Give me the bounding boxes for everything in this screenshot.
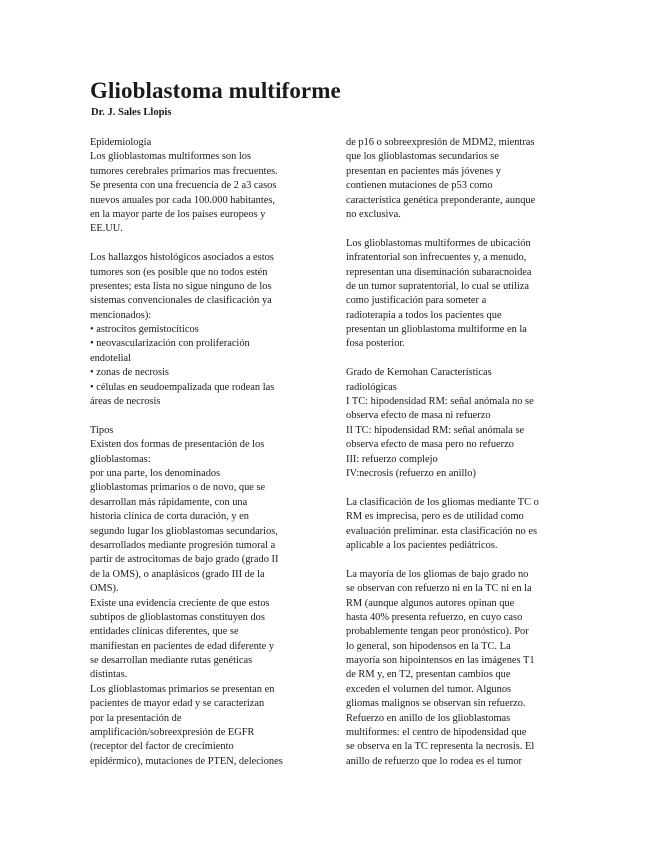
text-line: entidades clínicas diferentes, que se	[90, 626, 239, 638]
text-line: OMS).	[90, 583, 119, 595]
text-line: Tipos	[90, 424, 114, 436]
text-line: en la mayor parte de los países europeos y	[90, 208, 266, 220]
text-line: de p16 o sobreexpresión de MDM2, mientras	[346, 137, 535, 148]
text-line: distintas.	[90, 669, 128, 681]
text-line: EE.UU.	[90, 223, 123, 235]
text-line: amplificación/sobreexpresión de EGFR	[90, 727, 255, 739]
text-line: glioblastomas:	[90, 453, 151, 465]
text-line: I TC: hipodensidad RM: señal anómala no se	[346, 396, 534, 408]
text-line: La clasificación de los gliomas mediante TC o	[346, 496, 539, 508]
right-text-column	[346, 136, 564, 769]
text-line: no exclusiva.	[346, 208, 401, 220]
text-line	[346, 553, 564, 567]
text-line: por la presentación de	[90, 712, 182, 724]
text-line: endotelial	[90, 352, 131, 364]
text-line: historia clínica de corta duración, y en	[90, 511, 249, 523]
text-line: se observa en la TC representa la necrosis. El	[346, 741, 535, 753]
text-line: infratentorial son infrecuentes y, a menudo,	[346, 252, 527, 264]
text-line: (receptor del factor de crecimiento	[90, 741, 234, 753]
text-line: como justificación para someter a	[346, 295, 487, 307]
text-line: característica genética preponderante, aunque	[346, 194, 536, 206]
text-line: mencionados):	[90, 309, 152, 321]
text-line: radiológicas	[346, 381, 397, 393]
text-line: Los glioblastomas primarios se presentan en	[90, 683, 275, 695]
text-line: pacientes de mayor edad y se caracterizan	[90, 698, 265, 710]
text-line: hasta 40% presenta refuerzo, en cuyo caso	[346, 611, 523, 623]
text-line: de RM y, en T2, presentan cambios que	[346, 669, 511, 681]
text-line	[346, 222, 564, 236]
author-line: Dr. J. Sales Llopis	[91, 107, 172, 118]
text-line: se desarrollan mediante rutas genéticas	[90, 655, 253, 667]
text-line: anillo de refuerzo que lo rodea es el tumor	[346, 755, 522, 767]
text-line: fosa posterior.	[346, 338, 405, 350]
text-line: radioterapia a todos los pacientes que	[346, 309, 502, 321]
text-line: presentan en pacientes más jóvenes y	[346, 165, 501, 177]
text-line: Los glioblastomas multiformes de ubicación	[346, 237, 531, 249]
page-title: Glioblastoma multiforme	[90, 78, 341, 103]
text-line: evaluación preliminar. esta clasificación no es	[346, 525, 537, 537]
text-line: tumores cerebrales primarios mas frecuentes.	[90, 165, 278, 177]
text-line: • astrocitos gemistocíticos	[90, 324, 199, 336]
text-line: lo general, son hipodensos en la TC. La	[346, 640, 511, 652]
text-line: presentan un glioblastoma multiforme en la	[346, 324, 527, 336]
text-line: II TC: hipodensidad RM: señal anómala se	[346, 424, 525, 436]
text-line: probablemente tengan peor pronóstico). Por	[346, 626, 529, 638]
text-line: Existen dos formas de presentación de los	[90, 439, 265, 451]
text-line	[346, 481, 564, 495]
text-line: observa efecto de masa ni refuerzo	[346, 410, 491, 422]
text-line: La mayoría de los gliomas de bajo grado no	[346, 568, 529, 580]
text-line: tumores son (es posible que no todos estén	[90, 266, 268, 278]
text-line: presentes; esta lista no sigue ninguno de los	[90, 280, 272, 292]
text-line: desarrollados mediante progresión tumoral a	[90, 539, 276, 551]
text-line: • neovascularización con proliferación	[90, 338, 250, 350]
text-line: IV:necrosis (refuerzo en anillo)	[346, 467, 476, 479]
text-line: de la OMS), o anaplásicos (grado III de la	[90, 568, 265, 580]
text-line: áreas de necrosis	[90, 396, 161, 408]
text-line: de un tumor supratentorial, lo cual se utiliza	[346, 280, 529, 292]
text-line: Los glioblastomas multiformes son los	[90, 151, 252, 163]
text-line	[90, 237, 316, 251]
text-line: gliomas malignos se observan sin refuerzo.	[346, 698, 526, 710]
text-line: observa efecto de masa pero no refuerzo	[346, 439, 514, 451]
text-line: por una parte, los denominados	[90, 467, 221, 479]
text-line: desarrollan más rápidamente, con una	[90, 496, 248, 508]
text-line: • células en seudoempalizada que rodean las	[90, 381, 275, 393]
text-line	[346, 352, 564, 366]
text-line: III: refuerzo complejo	[346, 453, 438, 465]
text-line: nuevos anuales por cada 100.000 habitantes,	[90, 194, 275, 206]
text-line: representan una diseminación subaracnoidea	[346, 266, 532, 278]
text-line: Refuerzo en anillo de los glioblastomas	[346, 712, 511, 724]
text-line: mayoría son hipointensos en las imágenes T1	[346, 655, 535, 667]
text-line: manifiestan en pacientes de edad diferente y	[90, 640, 275, 652]
left-text-column	[90, 136, 316, 769]
text-line: exceden el volumen del tumor. Algunos	[346, 683, 512, 695]
text-line: Los hallazgos histológicos asociados a estos	[90, 252, 274, 264]
text-line: Se presenta con una frecuencia de 2 a3 casos	[90, 180, 277, 192]
text-line: que los glioblastomas secundarios se	[346, 151, 499, 163]
text-line: subtipos de glioblastomas constituyen dos	[90, 611, 265, 623]
text-line: epidérmico), mutaciones de PTEN, deleciones	[90, 755, 283, 767]
text-line: segundo lugar los glioblastomas secundarios,	[90, 525, 278, 537]
text-line: RM es imprecisa, pero es de utilidad como	[346, 511, 524, 523]
text-line: Epidemiología	[90, 137, 152, 148]
text-line: multiformes: el centro de hipodensidad que	[346, 727, 527, 739]
text-line: contienen mutaciones de p53 como	[346, 180, 493, 192]
text-line: partir de astrocitomas de bajo grado (grado II	[90, 554, 279, 566]
text-line: Grado de Kernohan Características	[346, 367, 492, 379]
text-line	[90, 409, 316, 423]
text-line: • zonas de necrosis	[90, 367, 169, 379]
text-line: aplicable a los pacientes pediátricos.	[346, 539, 498, 551]
text-line: RM (aunque algunos autores opinan que	[346, 597, 515, 609]
text-line: sistemas convencionales de clasificación ya	[90, 295, 272, 307]
text-line: glioblastomas primarios o de novo, que se	[90, 482, 266, 494]
text-line: Existe una evidencia creciente de que estos	[90, 597, 270, 609]
text-line: se observan con refuerzo ni en la TC ni en la	[346, 583, 532, 595]
